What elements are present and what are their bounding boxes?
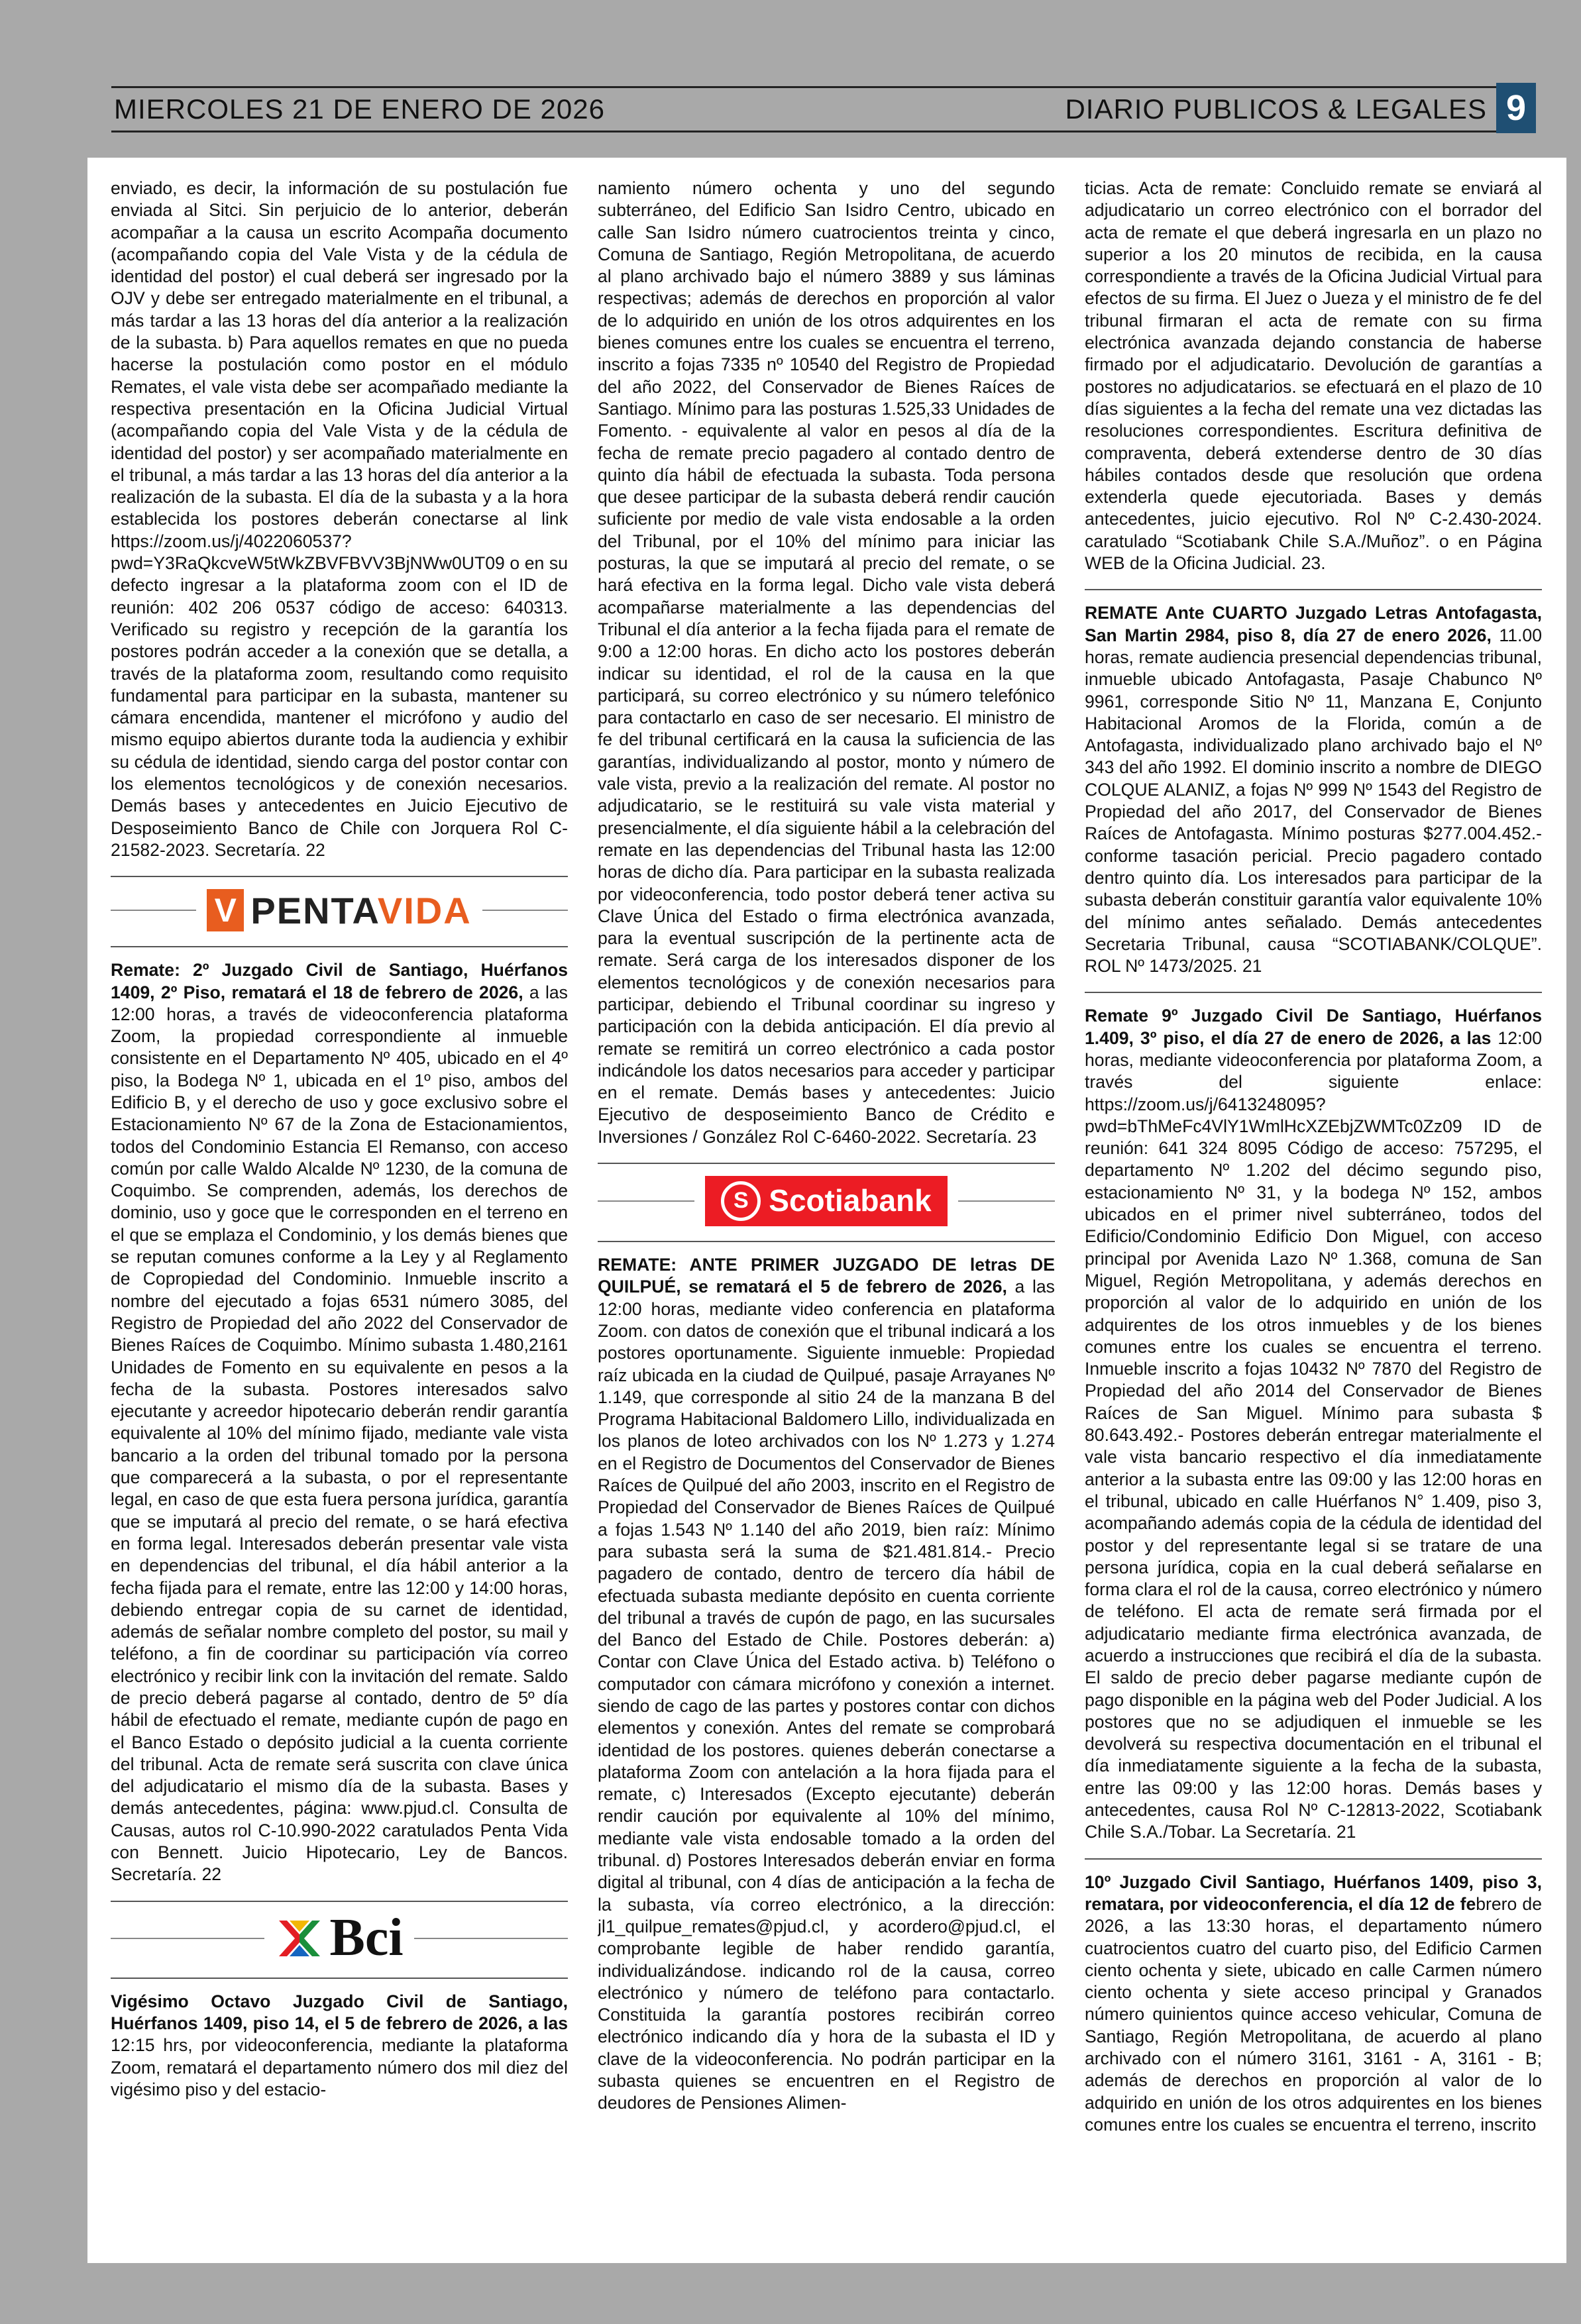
divider	[111, 876, 568, 877]
notice-heading: REMATE Ante CUARTO Juzgado Letras Antofagasta, San Martin 2984, piso 8, día 27 de enero 2026,	[1085, 603, 1542, 645]
divider	[111, 1978, 568, 1979]
page-number: 9	[1496, 83, 1536, 133]
divider	[111, 1901, 568, 1902]
notice-heading: Vigésimo Octavo Juzgado Civil de Santiago, Huérfanos 1409, piso 14, el 5 de febrero de 2026, a las	[111, 1991, 568, 2033]
header-right	[1065, 88, 1536, 131]
scotiabank-logo	[598, 1176, 1055, 1226]
bci-brand	[275, 1909, 404, 1968]
notice-text: ticias. Acta de remate: Concluido remate se enviará al adjudicatario un correo electrónico con el borrador del acta de remate el que deberá ingresarla en un plazo no superior a los 20 minutos de recibida, en la causa correspondiente a través de la Oficina Judicial Virtual para efectos de su firma. El Juez o Jueza y el ministro de fe del tribunal firmaran el acta de remate con su firma electrónica avanzada dejando constancia de haberse firmado por el adjudicatario. Devolución de garantías a postores no adjudicatarios. se efectuará en el plazo de 10 días siguientes a la fecha del remate una vez dictadas las resoluciones correspondientes. Escritura definitiva de compraventa, deberá extenderse dentro de 30 días hábiles contados desde que resolución que ordena extenderla quede ejecutoriada. Bases y demás antecedentes, juicio ejecutivo. Rol Nº C-2.430-2024. caratulado “Scotiabank Chile S.A./Muñoz”. o en Página WEB de la Oficina Judicial. 23.	[1085, 178, 1542, 574]
notice-body: a las 12:00 horas, a través de videoconferencia plataforma Zoom, la propiedad correspondiente al inmueble consistente en el Departamento Nº 405, ubicado en el 4º piso, la Bodega Nº 1, ubicada en el 1º piso, ambos del Edificio B, y el derecho de uso y goce exclusivo sobre el Estacionamiento Nº 67 de la Zona de Estacionamientos, todos del Condominio Estancia El Remanso, con acceso común por calle Waldo Alcalde Nº 1230, de la comuna de Coquimbo. Se comprenden, además, los derechos de dominio, uso y goce que le corresponden en el terreno en el que se emplaza el Condominio, y los demás bienes que se reputan comunes conforme a la Ley y al Reglamento de Copropiedad del Condominio. Inmueble inscrito a nombre del ejecutado a fojas 6531 número 3085, del Registro de Propiedad del año 2022 del Conservador de Bienes Raíces de Coquimbo. Mínimo subasta 1.480,2161 Unidades de Fomento en su equivalente en pesos a la fecha de la subasta. Postores interesados salvo ejecutante y acreedor hipotecario deberán rendir garantía equivalente al 10% del mínimo fijado, mediante vale vista bancario a la orden del tribunal tomado por la persona que comparecerá a la subasta, o por el representante legal, en caso de que esta fuera persona jurídica, garantía que se imputará al precio del remate, o se hará efectiva en forma legal. Interesados deberán presentar vale vista en dependencias del tribunal, el día hábil anterior a la fecha fijada para el remate, entre las 12:00 y 14:00 horas, debiendo entregar copia de su carnet de identidad, además de señalar nombre completo del postor, su mail y teléfono, a fin de coordinar su participación vía correo electrónico y recibir link con la invitación del remate. Saldo de precio deberá pagarse al contado, dentro de 5º día hábil de efectuado el remate, mediante cupón de pago en el Banco Estado o depósito judicial a la cuenta corriente del tribunal. Acta de remate será suscrita con clave única del adjudicatario el mismo día de la subasta. Bases y demás antecedentes, página: www.pjud.cl. Consulta de Causas, autos rol C-10.990-2022 caratulados Penta Vida con Bennett. Juicio Hipotecario, Ley de Bancos. Secretaría. 22	[111, 982, 568, 1885]
notice-text	[1085, 1005, 1542, 1843]
vida-word: VIDA	[377, 889, 472, 931]
notice-text	[1085, 602, 1542, 977]
divider	[598, 1241, 1055, 1242]
logo-line	[958, 1200, 1055, 1202]
penta-word: PENTA	[250, 889, 378, 931]
page-header	[111, 86, 1536, 132]
logo-line	[598, 1200, 694, 1202]
scotiabank-icon: S	[721, 1181, 761, 1221]
notice-body: a las 12:00 horas, mediante video conferencia en plataforma Zoom. con datos de conexión que el tribunal indicará a los postores oportunamente. Siguiente inmueble: Propiedad raíz ubicada en la ciudad de Quilpué, pasaje Arrayanes Nº 1.149, que corresponde al sitio 24 de la manzana B del Programa Habitacional Baldomero Lillo, individualizada en los planos de loteo archivados con los Nº 1.273 y 1.274 en el Registro de Documentos del Conservador de Bienes Raíces de Quilpué del año 2003, inscrito en el Registro de Propiedad del Conservador de Bienes Raíces de Quilpué a fojas 1.543 Nº 1.140 del año 2019, bien raíz: Mínimo para subasta será la suma de $21.481.814.- Precio pagadero de contado, dentro de tercero día hábil de efectuada subasta mediante depósito en cuenta corriente del tribunal a través de cupón de pago, en las sucursales del Banco del Estado de Chile. Postores deberán: a) Contar con Clave Única del Estado activa. b) Teléfono o computador con cámara micrófono y conexión a internet. siendo de cago de las partes y postores contar con dichos elementos y conexión. Antes del remate se comprobará identidad de los postores. quienes deberán conectarse a plataforma Zoom con antelación a la hora fijada para el remate, c) Interesados (Excepto ejecutante) deberán rendir caución por equivalente al 10% del mínimo, mediante vale vista endosable tomado a la orden del tribunal. d) Postores Interesados deberán enviar en forma digital al tribunal, con 4 días de anticipación a la fecha de la subasta, vía correo electrónico, a la dirección: jl1_quilpue_remates@pjud.cl, y acordero@pjud.cl, el comprobante legible de haber rendido garantía, individualizándose. indicando rol de la causa, correo electrónico y número de teléfono para contactarlo. Constituida la garantía postores recibirán correo electrónico indicando día y hora de la subasta el ID y clave de la videoconferencia. No podrán participar en la subasta quienes se encuentren en el Registro de deudores de Pensiones Alimen-	[598, 1277, 1055, 2113]
notice-heading: REMATE: ANTE PRIMER JUZGADO DE letras DE QUILPUÉ, se rematará el 5 de febrero de 2026,	[598, 1255, 1055, 1297]
scotiabank-brand	[705, 1176, 947, 1226]
bci-logo	[111, 1909, 568, 1968]
divider	[1085, 1858, 1542, 1860]
bci-wordmark: Bci	[329, 1909, 404, 1968]
notice-body: 11.00 horas, remate audiencia presencial dependencias tribunal, inmueble ubicado Antofagasta, Pasaje Chabunco Nº 9961, corresponde Sitio Nº 11, Manzana E, Conjunto Habitacional Aromos de la Florida, común a de Antofagasta, individualizado plano archivado bajo el Nº 343 del año 1992. El dominio inscrito a nombre de DIEGO COLQUE ALANIZ, a fojas Nº 999 Nº 1543 del Registro de Propiedad del año 2017, del Conservador de Bienes Raíces de Antofagasta. Mínimo posturas $277.004.452.- conforme tasación pericial. Precio pagadero contado dentro quinto día. Los interesados para participar de la subasta deberán constituir garantía valor equivalente 10% del mínimo antes señalado. Demás antecedentes Secretaria Tribunal, causa “SCOTIABANK/COLQUE”. ROL Nº 1473/2025. 21	[1085, 625, 1542, 977]
divider	[598, 1163, 1055, 1164]
scotiabank-wordmark: Scotiabank	[769, 1183, 932, 1218]
divider	[1085, 992, 1542, 993]
column-1	[111, 178, 568, 2263]
divider	[1085, 589, 1542, 590]
notice-text	[111, 1991, 568, 2101]
column-3	[1085, 178, 1542, 2263]
logo-line	[482, 910, 568, 911]
notice-text	[1085, 1872, 1542, 2137]
header-date: MIERCOLES 21 DE ENERO DE 2026	[114, 93, 605, 125]
notice-text	[598, 1254, 1055, 2115]
notice-heading: Remate: 2º Juzgado Civil de Santiago, Huérfanos 1409, 2º Piso, rematará el 18 de febrero de 2026,	[111, 960, 568, 1002]
logo-line	[111, 1938, 264, 1939]
logo-line	[414, 1938, 568, 1939]
penta-vida-wordmark	[250, 889, 472, 931]
notice-heading: Remate 9º Juzgado Civil De Santiago, Huérfanos 1.409, 3º piso, el día 27 de enero de 2026, a las	[1085, 1006, 1542, 1048]
notice-heading: 10º Juzgado Civil Santiago, Huérfanos 1409, piso 3, rematara, por videoconferencia, el día 12 de fe	[1085, 1872, 1542, 1914]
notice-body: 12:15 hrs, por videoconferencia, mediante la plataforma Zoom, rematará el departamento número dos mil diez del vigésimo piso y del estacio-	[111, 2035, 568, 2099]
page-content	[87, 158, 1566, 2263]
bci-icon	[275, 1914, 324, 1963]
notice-text: enviado, es decir, la información de su postulación fue enviada al Sitci. Sin perjuicio de lo anterior, deberán acompañar a la causa un escrito Acompaña documento (acompañando copia del Vale Vista y de la cédula de identidad del postor) el cual deberá ser ingresado por la OJV y debe ser entregado materialmente en el tribunal, a más tardar a las 13 horas del día anterior a la realización de la subasta. b) Para aquellos remates en que no pueda hacerse la postulación como postor en el módulo Remates, el vale vista debe ser acompañado mediante la respectiva presentación en la Oficina Judicial Virtual (acompañando copia del Vale Vista y de la cédula de identidad del postor) y ser acompañado materialmente en el tribunal, a más tardar a las 13 horas del día anterior a la realización de la subasta. El día de la subasta y a la hora establecida los postores deberán conectarse al link https://zoom.us/j/4022060537?pwd=Y3RaQkcveW5tWkZBVFBVV3BjNWw0UT09 o en su defecto ingresar a la plataforma zoom con el ID de reunión: 402 206 0537 código de acceso: 640313. Verificado su registro y recepción de la garantía los postores podrán acceder a la conexión que se detalla, a través de la plataforma zoom, resultando como requisito fundamental para participar en la subasta, mantener su cámara encendida, mantener el micrófono y audio del mismo equipo abiertos durante toda la audiencia y exhibir su cédula de identidad, siendo carga del postor contar con los elementos tecnológicos y de conexión necesarios. Demás bases y antecedentes en Juicio Ejecutivo de Desposeimiento Banco de Chile con Jorquera Rol C-21582-2023. Secretaría. 22	[111, 178, 568, 860]
penta-vida-icon: V	[207, 889, 244, 931]
penta-vida-brand	[207, 889, 471, 931]
penta-vida-logo	[111, 889, 568, 931]
notice-text: namiento número ochenta y uno del segundo subterráneo, del Edificio San Isidro Centro, ubicado en calle San Isidro número cuatrocientos treinta y cinco, Comuna de Santiago, Región Metropolitana, de acuerdo al plano archivado bajo el número 3889 y sus láminas respectivas; además de derechos en proporción al valor de lo adquirido en unión de los otros adquirentes en los bienes comunes entre los cuales se encuentra el terreno, inscrito a fojas 7335 nº 10540 del Registro de Propiedad del año 2022, del Conservador de Bienes Raíces de Santiago. Mínimo para las posturas 1.525,33 Unidades de Fomento. - equivalente al valor en pesos al día de la fecha de remate precio pagadero al contado dentro de quinto día hábil de efectuada la subasta. Toda persona que desee participar de la subasta deberá rendir caución suficiente por medio de vale vista endosable a la orden del Tribunal, por el 10% del mínimo para iniciar las posturas, la que se imputará al precio del remate, o se hará efectiva en la forma legal. Dicho vale vista deberá acompañarse materialmente a las dependencias del Tribunal el día anterior a la fecha fijada para el remate de 9:00 a 12:00 horas. En dicho acto los postores deberán indicar su identidad, el rol de la causa en la que participará, su correo electrónico y su número telefónico para contactarlo en caso de ser necesario. El ministro de fe del tribunal certificará en la causa la suficiencia de las garantías, individualizando al postor, monto y número de vale vista, previo a la realización del remate. Al postor no adjudicatario, se le restituirá su vale vista material y presencialmente, el día siguiente hábil a la celebración del remate en las dependencias del Tribunal hasta las 12:00 horas de dicho día. Para participar en la subasta realizada por videoconferencia, todo postor deberá tener activa su Clave Única del Estado o firma electrónica avanzada, para la eventual suscripción de la pertinente acta de remate. Será carga de los interesados disponer de los elementos tecnológicos y de conexión necesarios para participar, debiendo el Tribunal coordinar su ingreso y participación con la debida anticipación. El día previo al remate se remitirá un correo electrónico a cada postor indicándole los datos necesarios para acceder y participar en el remate. Demás bases y antecedentes: Juicio Ejecutivo de desposeimiento Banco de Crédito e Inversiones / González Rol C-6460-2022. Secretaría. 23	[598, 178, 1055, 1147]
header-publication: DIARIO PUBLICOS & LEGALES	[1065, 93, 1487, 125]
notice-body: brero de 2026, a las 13:30 horas, el departamento número cuatrocientos cuatro del cuarto piso, del Edificio Carmen ciento ochenta y siete, ubicado en calle Carmen número ciento ochenta y siete acceso principal y Granados número quinientos quince acceso vehicular, Comuna de Santiago, Región Metropolitana, de acuerdo al plano archivado con el número 3161, 3161 - A, 3161 - B; además de derechos en proporción al valor de lo adquirido en unión de los otros adquirentes en los bienes comunes entre los cuales se encuentra el terreno, inscrito	[1085, 1893, 1542, 2135]
notice-text	[111, 959, 568, 1885]
divider	[111, 946, 568, 947]
notice-body: 12:00 horas, mediante videoconferencia por plataforma Zoom, a través del siguiente enlace: https://zoom.us/j/6413248095?pwd=bThMeFc4VlY1WmlHcXZEbjZWMTc0Zz09 ID de reunión: 641 324 8095 Código de acceso: 757295, el departamento Nº 1.202 del décimo segundo piso, estacionamiento Nº 31, y la bodega Nº 152, ambos ubicados en el primer nivel subterráneo, todos del Edificio/Condominio Edificio Don Miguel, con acceso principal por Avenida Lazo Nº 1.368, comuna de San Miguel, Región Metropolitana, y además derechos en proporción al valor de lo adquirido en unión de los adquirentes de los otros inmuebles y de los bienes comunes entre los cuales se encuentra el terreno. Inmueble inscrito a fojas 10432 Nº 7870 del Registro de Propiedad del año 2014 del Conservador de Bienes Raíces de San Miguel. Mínimo para subasta $ 80.643.492.- Postores deberán entregar materialmente el vale vista bancario respectivo el día inmediatamente anterior a la subasta entre las 09:00 y las 12:00 horas en el tribunal, ubicado en calle Huérfanos N° 1.409, piso 3, acompañando además copia de la cédula de identidad del postor y del representante legal si se tratare de una persona jurídica, copia en la cual deberá señalarse en forma clara el rol de la causa, correo electrónico y número de teléfono. El acta de remate será firmada por el adjudicatario mediante firma electrónica avanzada, de acuerdo a instrucciones que recibirá el día de la subasta. El saldo de precio deber pagarse mediante cupón de pago disponible en la página web del Poder Judicial. A los postores que no se adjudiquen el inmueble se les devolverá su respectiva documentación en el tribunal el día inmediatamente siguiente a la fecha de la subasta, entre las 09:00 y las 12:00 horas. Demás bases y antecedentes, causa Rol Nº C-12813-2022, Scotiabank Chile S.A./Tobar. La Secretaría. 21	[1085, 1028, 1542, 1842]
column-2	[598, 178, 1055, 2263]
logo-line	[111, 910, 196, 911]
